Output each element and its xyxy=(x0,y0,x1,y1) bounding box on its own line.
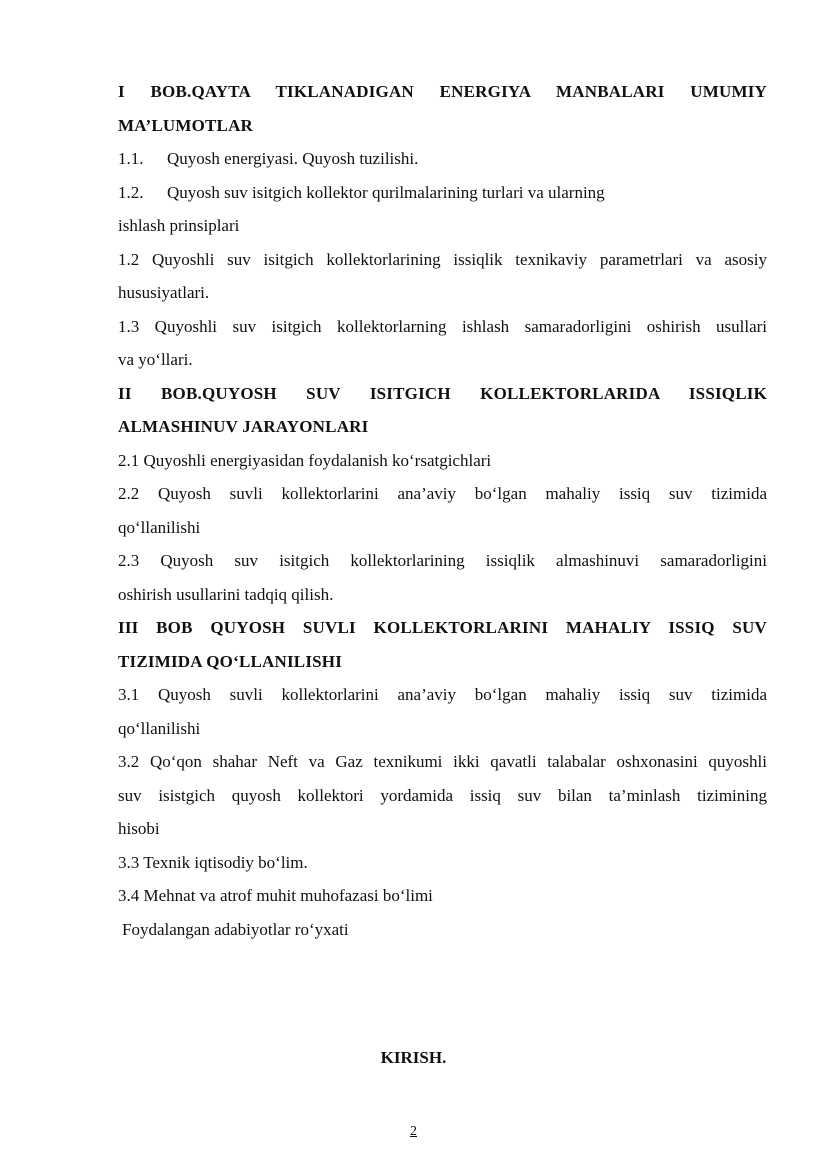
toc-item-3-1-line-2: qo‘llanilishi xyxy=(118,718,201,738)
toc-item-1-3-line-1: 1.3 Quyoshli suv isitgich kollektorlarning ishlash samaradorligini oshirish usullari xyxy=(118,316,767,336)
toc-item-2-3-line-1: 2.3 Quyosh suv isitgich kollektorlarining issiqlik almashinuvi samaradorligini xyxy=(118,551,767,570)
toc-item-2-3-line-2: oshirish usullarini tadqiq qilish. xyxy=(118,584,334,604)
toc-item-1-2b-line-2: hususiyatlari. xyxy=(118,283,210,302)
toc-item-1-2b-line-1: 1.2 Quyoshli suv isitgich kollektorlarining issiqlik texnikaviy parametrlari va asosiy xyxy=(118,249,767,269)
toc-item-1-2 xyxy=(118,176,767,210)
chapter-1-title-line-2: MA’LUMOTLAR xyxy=(118,115,254,135)
toc-item-text: Quyosh suv isitgich kollektor qurilmalarining turlari va ularning xyxy=(167,182,605,202)
toc-item-2-2-line-2: qo‘llanilishi xyxy=(118,517,201,537)
toc-item-number: 1.1. xyxy=(118,149,144,168)
toc-item-references: Foydalangan adabiyotlar ro‘yxati xyxy=(122,919,349,939)
chapter-2-title-line-1: II BOB.QUYOSH SUV ISITGICH KOLLEKTORLARIDA ISSIQLIK xyxy=(118,383,767,403)
toc-item-number: 1.2. xyxy=(118,182,144,202)
toc-item-2-1: 2.1 Quyoshli energiyasidan foydalanish ko‘rsatgichlari xyxy=(118,450,492,470)
table-of-contents xyxy=(118,75,767,946)
toc-item-3-3: 3.3 Texnik iqtisodiy bo‘lim. xyxy=(118,852,308,872)
chapter-3-title-line-2: TIZIMIDA QO‘LLANILISHI xyxy=(118,651,343,671)
page-number: 2 xyxy=(410,1124,417,1139)
toc-item-3-2-line-2: suv isistgich quyosh kollektori yordamida issiq suv bilan ta’minlash tizimining xyxy=(118,785,767,805)
toc-item-3-2-line-3: hisobi xyxy=(118,819,160,838)
chapter-2-title-line-2: ALMASHINUV JARAYONLARI xyxy=(118,417,369,436)
toc-item-3-4: 3.4 Mehnat va atrof muhit muhofazasi bo‘limi xyxy=(118,886,433,905)
chapter-1-title-line-1: I BOB.QAYTA TIKLANADIGAN ENERGIYA MANBALARI UMUMIY xyxy=(118,82,767,101)
toc-item-2-2-line-1: 2.2 Quyosh suvli kollektorlarini ana’aviy bo‘lgan mahaliy issiq suv tizimida xyxy=(118,484,767,503)
toc-item-3-1-line-1: 3.1 Quyosh suvli kollektorlarini ana’aviy bo‘lgan mahaliy issiq suv tizimida xyxy=(118,685,767,704)
toc-item-1-1 xyxy=(118,142,767,176)
toc-item-1-3-line-2: va yo‘llari. xyxy=(118,350,193,369)
chapter-3-title-line-1: III BOB QUYOSH SUVLI KOLLEKTORLARINI MAHALIY ISSIQ SUV xyxy=(118,618,767,637)
toc-item-1-2-continuation: ishlash prinsiplari xyxy=(118,216,240,235)
kirish-heading: KIRISH. xyxy=(380,1048,447,1067)
toc-item-3-2-line-1: 3.2 Qo‘qon shahar Neft va Gaz texnikumi ikki qavatli talabalar oshxonasini quyoshli xyxy=(118,752,767,771)
toc-item-text: Quyosh energiyasi. Quyosh tuzilishi. xyxy=(167,149,419,168)
